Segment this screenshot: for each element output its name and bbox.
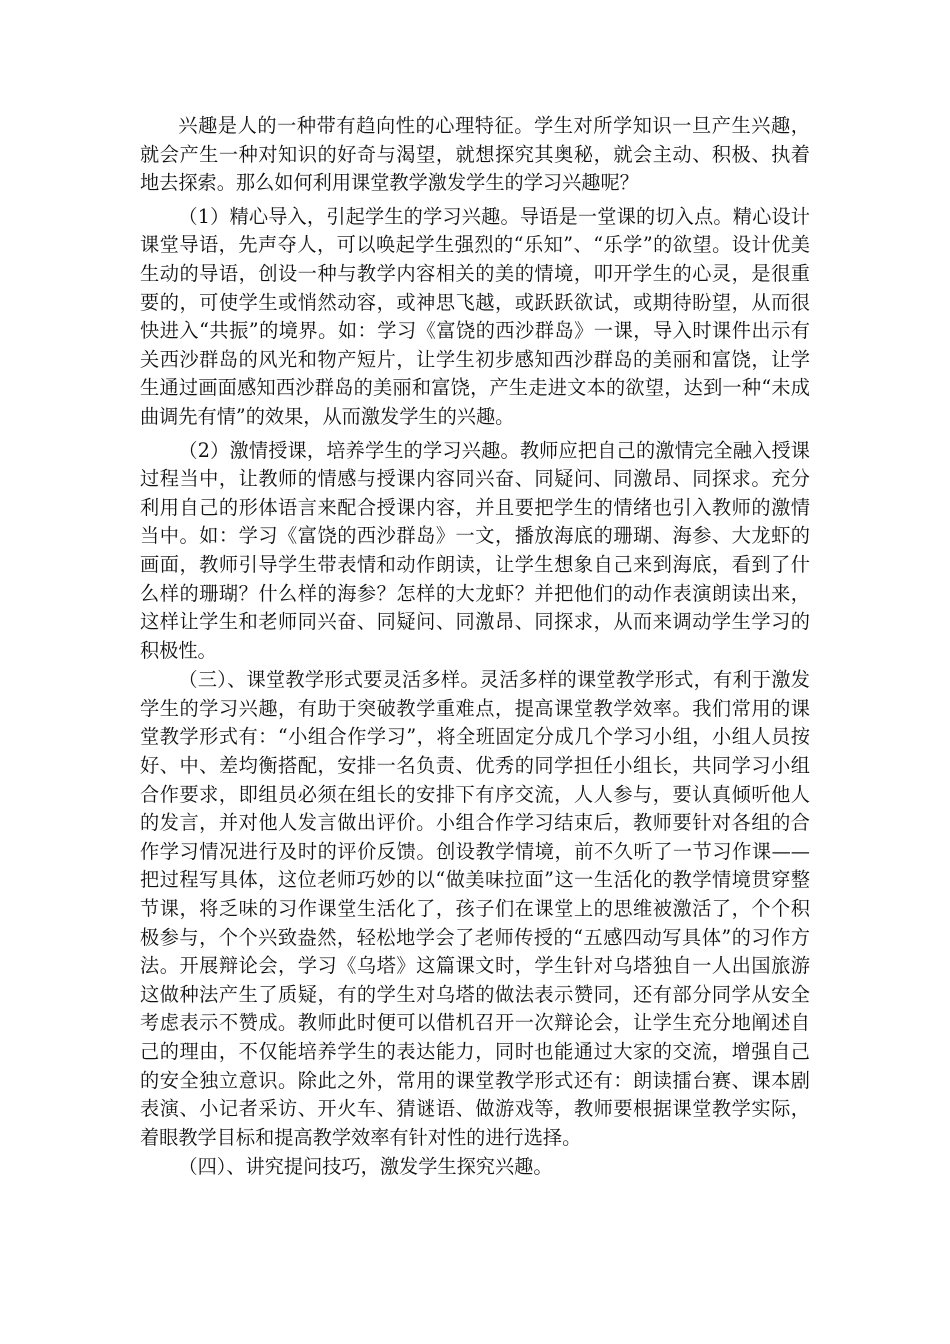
paragraph-point-3: （三）、课堂教学形式要灵活多样。灵活多样的课堂教学形式，有利于激发学生的学习兴趣，有助于突破教学重难点，提高课堂教学效率。我们常用的课堂教学形式有：“小组合作学习”，将全班固定分成几个学习小组，小组人员按好、中、差均衡搭配，安排一名负责、优秀的同学担任小组长，共同学习小组合作要求，即组员必须在组长的安排下有序交流，人人参与，要认真倾听他人的发言，并对他人发言做出评价。小组合作学习结束后，教师要针对各组的合作学习情况进行及时的评价反馈。创设教学情境，前不久听了一节习作课——把过程写具体，这位老师巧妙的以“做美味拉面”这一生活化的教学情境贯穿整节课，将乏味的习作课堂生活化了，孩子们在课堂上的思维被激活了，个个积极参与，个个兴致盎然，轻松地学会了老师传授的“五感四动写具体”的习作方法。开展辩论会，学习《乌塔》这篇课文时，学生针对乌塔独自一人出国旅游这做种法产生了质疑，有的学生对乌塔的做法表示赞同，还有部分同学从安全考虑表示不赞成。教师此时便可以借机召开一次辩论会，让学生充分地阐述自己的理由，不仅能培养学生的表达能力，同时也能通过大家的交流，增强自己的安全独立意识。除此之外，常用的课堂教学形式还有：朗读擂台赛、课本剧表演、小记者采访、开火车、猜谜语、做游戏等，教师要根据课堂教学实际，着眼教学目标和提高教学效率有针对性的进行选择。 bbox=[140, 668, 810, 1149]
paragraph-point-2: （2）激情授课，培养学生的学习兴趣。教师应把自己的激情完全融入授课过程当中，让教师的情感与授课内容同兴奋、同疑问、同激昂、同探求。充分利用自己的形体语言来配合授课内容，并且要把学生的情绪也引入教师的激情当中。如：学习《富饶的西沙群岛》一文，播放海底的珊瑚、海参、大龙虾的画面，教师引导学生带表情和动作朗读，让学生想象自己来到海底，看到了什么样的珊瑚？什么样的海参？怎样的大龙虾？并把他们的动作表演朗读出来，这样让学生和老师同兴奋、同疑问、同激昂、同探求，从而来调动学生学习的积极性。 bbox=[140, 438, 810, 662]
paragraph-intro: 兴趣是人的一种带有趋向性的心理特征。学生对所学知识一旦产生兴趣，就会产生一种对知识的好奇与渴望，就想探究其奥秘，就会主动、积极、执着地去探索。那么如何利用课堂教学激发学生的学习兴趣呢？ bbox=[140, 114, 810, 195]
document-body bbox=[140, 112, 810, 1182]
paragraph-point-1: （1）精心导入，引起学生的学习兴趣。导语是一堂课的切入点。精心设计课堂导语，先声夺人，可以唤起学生强烈的“乐知”、“乐学”的欲望。设计优美生动的导语，创设一种与教学内容相关的美的情境，叩开学生的心灵，是很重要的，可使学生或悄然动容，或神思飞越，或跃跃欲试，或期待盼望，从而很快进入“共振”的境界。如：学习《富饶的西沙群岛》一课，导入时课件出示有关西沙群岛的风光和物产短片，让学生初步感知西沙群岛的美丽和富饶，让学生通过画面感知西沙群岛的美丽和富饶，产生走进文本的欲望，达到一种“未成曲调先有情”的效果，从而激发学生的兴趣。 bbox=[140, 204, 810, 428]
paragraph-point-4: （四）、讲究提问技巧，激发学生探究兴趣。 bbox=[178, 1155, 553, 1179]
